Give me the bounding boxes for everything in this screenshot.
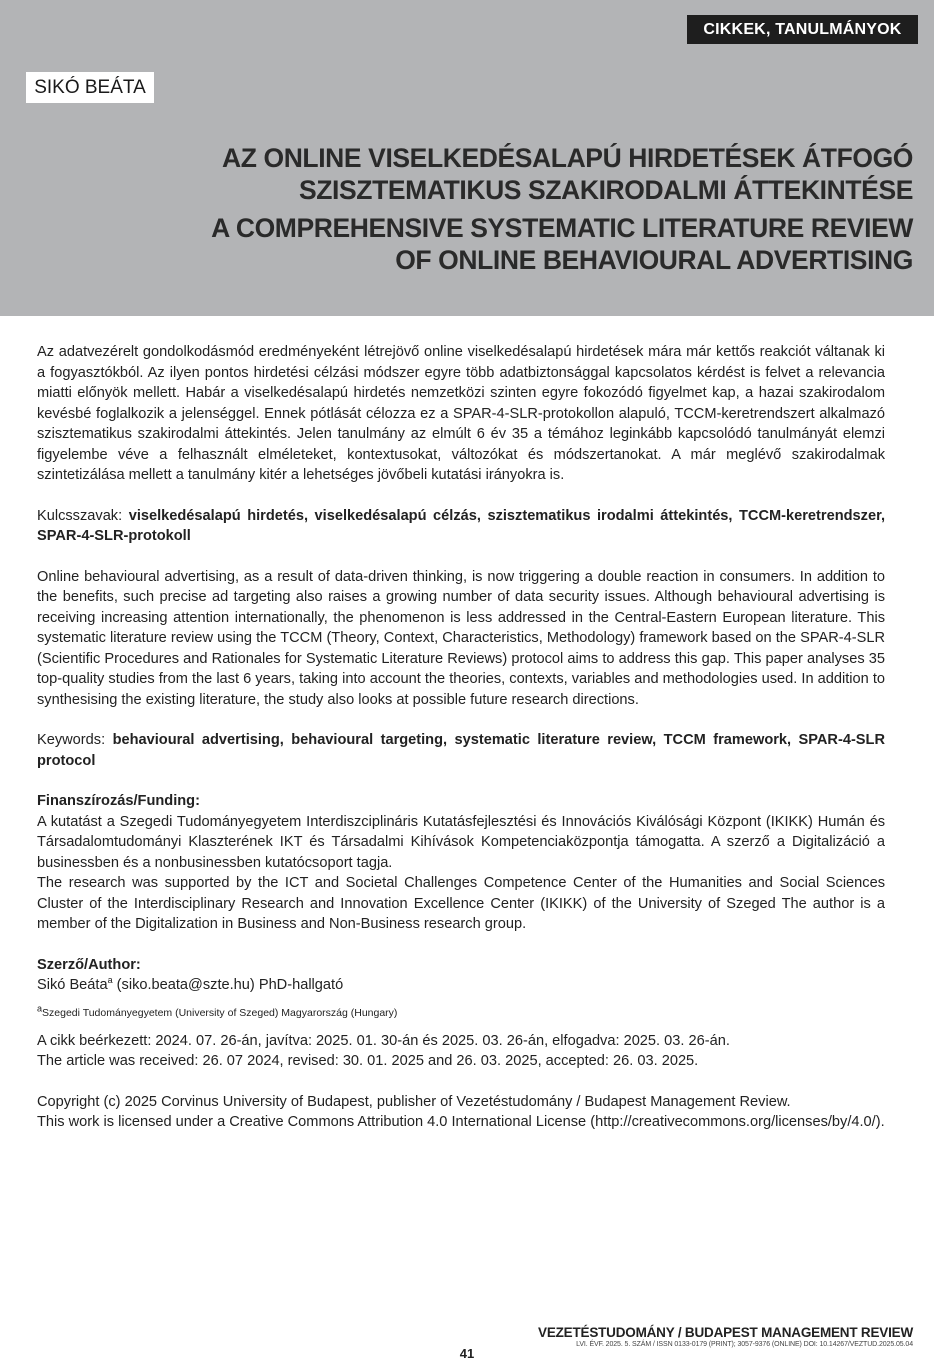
dates-en: The article was received: 26. 07 2024, revised: 30. 01. 2025 and 26. 03. 2025, accepted: 26. 03. 2025. xyxy=(37,1053,699,1069)
copyright-line-1: Copyright (c) 2025 Corvinus University of Budapest, publisher of Vezetéstudomány / Budapest Management Review. xyxy=(37,1093,791,1110)
keywords-hu-value: viselkedésalapú hirdetés, viselkedésalapú célzás, szisztematikus irodalmi áttekintés, TCCM-keretrendszer, SPAR-4-SLR-protokoll xyxy=(37,507,885,544)
affiliation-text: Szegedi Tudományegyetem (University of Szeged) Magyarország (Hungary) xyxy=(42,1006,398,1019)
funding-en: The research was supported by the ICT and Societal Challenges Competence Center of the Humanities and Social Sciences Cluster of the Interdisciplinary Research and Innovation Excellence Center (IKIKK) of the University of Szeged The author is a member of the Digitalization in Business and Non-Business research group. xyxy=(37,875,885,932)
author-label: SIKÓ BEÁTA xyxy=(26,72,154,103)
title-hu-line-2: SZISZTEMATIKUS SZAKIRODALMI ÁTTEKINTÉSE xyxy=(298,175,913,205)
keywords-hu-label: Kulcsszavak: xyxy=(37,507,129,524)
keywords-en-value: behavioural advertising, behavioural targeting, systematic literature review, TCCM framework, SPAR-4-SLR protocol xyxy=(37,732,885,769)
title-en-line-1: A COMPREHENSIVE SYSTEMATIC LITERATURE REVIEW xyxy=(211,213,913,243)
title-en-line-2: OF ONLINE BEHAVIOURAL ADVERTISING xyxy=(395,245,913,275)
journal-footer xyxy=(538,1325,913,1348)
article-front-matter xyxy=(37,342,885,1133)
keywords-en-label: Keywords: xyxy=(37,732,113,748)
author-heading: Szerző/Author: xyxy=(37,956,141,973)
author-sup: a xyxy=(107,975,113,986)
funding-hu: A kutatást a Szegedi Tudományegyetem Interdiszciplináris Kutatásfejlesztési és Innovációs Kiválósági Központ (IKIKK) Humán és Társadalomtudományi Klaszterének IKT és Társadalmi Kihívások Kompetenciaközpontja támogatta. A szerző a Digitalizáció a businessben és a nonbusinessben kutatócsoport tagja. xyxy=(37,813,885,871)
affiliation-sup: a xyxy=(37,1003,43,1013)
abstract-hu: Az adatvezérelt gondolkodásmód eredményeként létrejövő online viselkedésalapú hirdetések mára már kettős reakciót váltanak ki a fogyasztókból. Az ilyen pontos hirdetési célzási módszer egyre több adatbiztonsággal kapcsolatos kérdést is felvet a relevancia miatti előnyök mellett. Habár a viselkedésalapú hirdetés nemzetközi szinten egyre fokozódó figyelmet kap, a hazai szakirodalom kevésbé foglalkozik a jelenséggel. Ennek pótlását célozza ez a SPAR-4-SLR-protokollon alapuló, TCCM-keretrendszert alkalmazó szisztematikus szakirodalmi áttekintés. Jelen tanulmány az elmúlt 6 év 35 a témához leginkább kapcsolódó tanulmányát elemzi figyelembe véve a felhasznált elméleteket, kontextusokat, változókat és módszertanokat. A már meglévő szakirodalmak szintetizálása mellett a tanulmány kitér a lehetséges jövőbeli kutatási irányokra is. xyxy=(37,344,885,483)
page-number: 41 xyxy=(459,1346,475,1361)
title-block xyxy=(33,142,913,276)
section-label: CIKKEK, TANULMÁNYOK xyxy=(687,15,918,44)
keywords-en xyxy=(37,730,885,771)
abstract-en: Online behavioural advertising, as a result of data-driven thinking, is now triggering a double reaction in consumers. In addition to the benefits, such precise ad targeting also raises a growing number of data security issues. Although behavioural advertising is receiving increasing attention internationally, the phenomenon is less addressed in the Central-Eastern European literature. This systematic literature review using the TCCM (Theory, Context, Characteristics, Methodology) framework based on the SPAR-4-SLR (Scientific Procedures and Rationales for Systematic Literature Reviews) protocol aims to address this gap. This paper analyses 35 top-quality studies from the last 6 years, taking into account the theories, contexts, variables and methodologies used. In addition to synthesising the existing literature, the study also looks at possible future research directions. xyxy=(37,568,885,708)
affiliation xyxy=(37,1003,885,1021)
dates-hu: A cikk beérkezett: 2024. 07. 26-án, javítva: 2025. 01. 30-án és 2025. 03. 26-án, elfogadva: 2025. 03. 26-án. xyxy=(37,1032,730,1049)
author-name: Sikó Beáta xyxy=(37,977,108,993)
funding-heading: Finanszírozás/Funding: xyxy=(37,793,200,809)
author-line xyxy=(37,975,885,996)
issue-info: LVI. ÉVF. 2025. 5. SZÁM / ISSN 0133-0179 (PRINT); 3057-9376 (ONLINE) DOI: 10.14267/VEZTUD.2025.05.04 xyxy=(576,1341,913,1348)
title-hu-line-1: AZ ONLINE VISELKEDÉSALAPÚ HIRDETÉSEK ÁTFOGÓ xyxy=(222,143,913,173)
header-band xyxy=(0,0,934,316)
journal-name: VEZETÉSTUDOMÁNY / BUDAPEST MANAGEMENT REVIEW xyxy=(538,1325,913,1340)
author-details: (siko.beata@szte.hu) PhD-hallgató xyxy=(112,977,344,993)
copyright-line-2: This work is licensed under a Creative Commons Attribution 4.0 International License (http://creativecommons.org/licenses/by/4.0/). xyxy=(37,1114,885,1130)
keywords-hu xyxy=(37,506,885,547)
